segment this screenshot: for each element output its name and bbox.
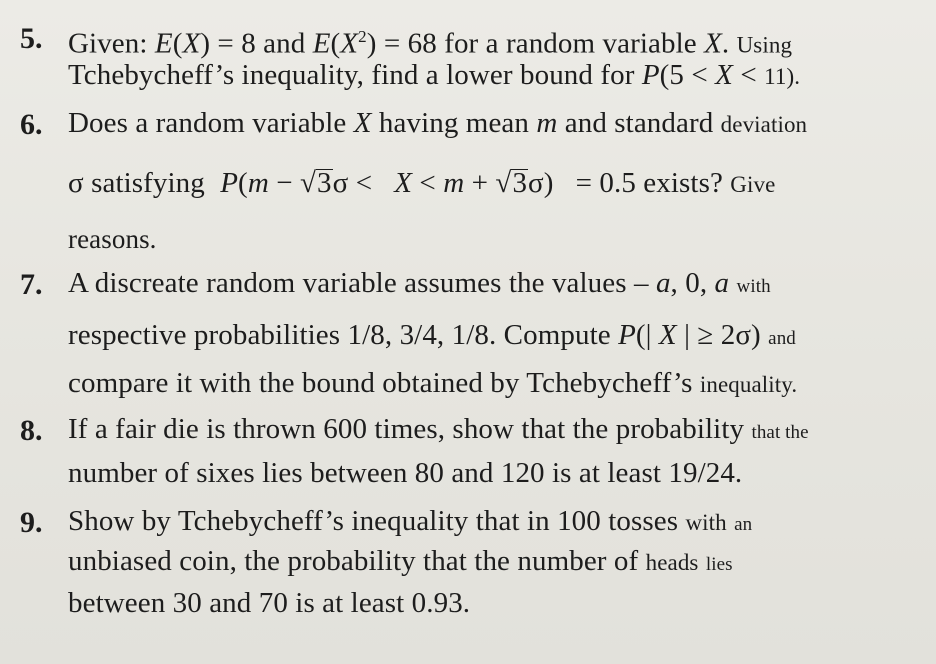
question-number-6: 6.	[20, 108, 43, 141]
question-9-line-1: Show by Tchebycheff’s inequality that in 100 tosses with an	[68, 505, 753, 537]
question-5-line-2: Tchebycheff’s inequality, find a lower bound for P(5 < X < 11).	[68, 59, 801, 91]
question-number-7: 7.	[20, 268, 43, 301]
question-number-5: 5.	[20, 22, 43, 55]
question-6-line-1: Does a random variable X having mean m and standard deviation	[68, 107, 808, 139]
question-number-9: 9.	[20, 506, 43, 539]
question-9-line-3: between 30 and 70 is at least 0.93.	[68, 587, 471, 619]
question-5-line-1: Given: E(X) = 8 and $E(X^2) = 68$ for a random variable X. Using	[68, 27, 793, 60]
question-7-line-3: compare it with the bound obtained by Tchebycheff’s inequality.	[68, 367, 798, 399]
question-6-line-3: reasons.	[68, 224, 157, 254]
question-number-8: 8.	[20, 414, 43, 447]
question-8-line-2: number of sixes lies between 80 and 120 is at least 19/24.	[68, 457, 743, 489]
question-7-line-1: A discreate random variable assumes the values – a, 0, a with	[68, 267, 771, 299]
question-9-line-2: unbiased coin, the probability that the number of heads lies	[68, 545, 733, 577]
question-8-line-1: If a fair die is thrown 600 times, show that the probability that the	[68, 413, 809, 445]
question-6-line-2: σ satisfying P(m − √3σ < X < m + √3σ) = 0.5 exists? Give	[68, 167, 776, 199]
question-7-line-2: respective probabilities 1/8, 3/4, 1/8. Compute P(| X | ≥ 2σ) and	[68, 319, 796, 351]
